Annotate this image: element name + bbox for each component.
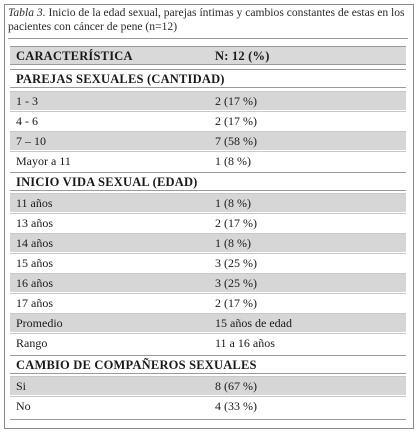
table-row: [10, 151, 406, 170]
table-row: [10, 233, 406, 252]
row-value: 2 (17 %): [215, 114, 257, 128]
row-value: 4 (33 %): [215, 399, 257, 413]
row-value: 3 (25 %): [215, 276, 257, 290]
row-value: 8 (67 %): [215, 379, 257, 393]
section-title: INICIO VIDA SEXUAL (EDAD): [16, 175, 198, 189]
caption-text: Inicio de la edad sexual, parejas íntimas y cambios constantes de estas en los pacientes con cáncer de pene (n=12): [8, 6, 405, 33]
table-header-row: [10, 46, 406, 65]
row-label: 16 años: [16, 276, 53, 290]
row-label: No: [16, 399, 31, 413]
row-value: 2 (17 %): [215, 94, 257, 108]
caption-label: Tabla 3.: [8, 6, 46, 19]
row-label: 14 años: [16, 236, 53, 250]
row-label: Rango: [16, 336, 48, 350]
row-value: 1 (8 %): [215, 236, 251, 250]
table-row: [10, 193, 406, 212]
row-label: 11 años: [16, 196, 53, 210]
row-label: 7 – 10: [16, 134, 46, 148]
row-label: 15 años: [16, 256, 53, 270]
table-row: [10, 396, 406, 415]
section-partner-change: [10, 355, 406, 374]
table-caption: [8, 6, 408, 39]
row-value: 1 (8 %): [215, 154, 251, 168]
row-label: 4 - 6: [16, 114, 38, 128]
section-title: CAMBIO DE COMPAÑEROS SEXUALES: [16, 358, 257, 372]
table-row: [10, 293, 406, 312]
table-row: [10, 131, 406, 150]
header-characteristic: CARACTERÍSTICA: [16, 49, 133, 63]
row-label: Si: [16, 379, 27, 393]
header-count: N: 12 (%): [215, 49, 270, 63]
row-label: Mayor a 11: [16, 154, 71, 168]
row-value: 2 (17 %): [215, 296, 257, 310]
row-value: 1 (8 %): [215, 196, 251, 210]
table-row: [10, 313, 406, 332]
section-title: PAREJAS SEXUALES (CANTIDAD): [16, 72, 225, 86]
row-value: 11 a 16 años: [215, 336, 275, 350]
row-label: 13 años: [16, 216, 53, 230]
row-label: Promedio: [16, 316, 63, 330]
table-row: [10, 111, 406, 130]
row-value: 7 (58 %): [215, 134, 257, 148]
table-row: [10, 253, 406, 272]
row-value: 2 (17 %): [215, 216, 257, 230]
row-value: 3 (25 %): [215, 256, 257, 270]
table-bottom-rule: [10, 419, 406, 420]
section-sexual-partners: [10, 69, 406, 88]
table-row: [10, 213, 406, 232]
table-row: [10, 91, 406, 110]
section-sexual-onset-age: [10, 172, 406, 191]
row-label: 17 años: [16, 296, 53, 310]
table-row: [10, 376, 406, 395]
row-value: 15 años de edad: [215, 316, 292, 330]
table-row: [10, 333, 406, 352]
row-label: 1 - 3: [16, 94, 38, 108]
table-row: [10, 273, 406, 292]
